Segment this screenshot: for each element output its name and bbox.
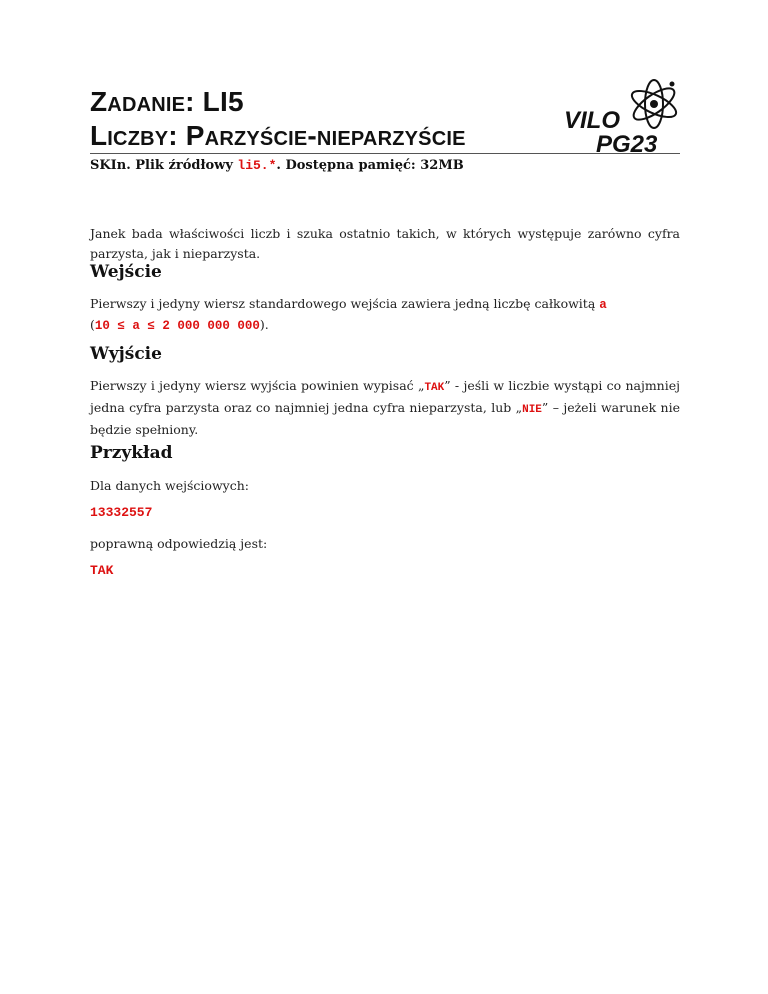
logo-text-top: VILO — [564, 107, 621, 134]
output-text-1: Pierwszy i jedyny wiersz wyjścia powinien wypisać „ — [90, 378, 425, 393]
logo-text-bottom: PG23 — [596, 131, 658, 156]
example-input-label: Dla danych wejściowych: — [90, 478, 249, 493]
example-output-value: TAK — [90, 563, 114, 578]
task-subtitle: Liczby: Parzyście-nieparzyście — [90, 120, 466, 151]
output-nie: NIE — [522, 404, 542, 416]
input-paren-open: ( — [90, 317, 95, 332]
task-meta — [90, 158, 464, 173]
output-text-3: ” – jeżeli warunek nie będzie spełniony. — [90, 400, 680, 437]
meta-prefix: SKIn. Plik źródłowy — [90, 158, 238, 173]
example-output-label: poprawną odpowiedzią jest: — [90, 536, 268, 551]
input-text: Pierwszy i jedyny wiersz standardowego wejścia zawiera jedną liczbę całkowitą — [90, 296, 600, 311]
intro-paragraph: Janek bada właściwości liczb i szuka ostatnio takich, w których występuje zarówno cyfra parzysta, jak i nieparzysta. — [90, 226, 680, 261]
input-constraint: 10 ≤ a ≤ 2 000 000 000 — [94, 319, 260, 333]
input-paragraph — [90, 294, 680, 336]
output-heading: Wyjście — [90, 344, 162, 364]
school-logo — [562, 78, 682, 156]
output-tak: TAK — [424, 382, 445, 394]
task-title: Zadanie: LI5 — [90, 86, 244, 117]
output-paragraph — [90, 376, 680, 440]
example-input-value: 13332557 — [90, 505, 153, 520]
input-var: a — [599, 298, 607, 312]
source-file: li5.* — [237, 158, 277, 173]
output-text-2: ” - jeśli w liczbie wystąpi co najmniej jedna cyfra parzysta oraz co najmniej jedna cyfra nieparzysta, lub „ — [90, 378, 680, 415]
example-heading: Przykład — [90, 443, 173, 463]
input-heading: Wejście — [90, 262, 162, 282]
meta-suffix: . Dostępna pamięć: 32MB — [276, 158, 464, 173]
input-paren-close: ). — [259, 317, 269, 332]
